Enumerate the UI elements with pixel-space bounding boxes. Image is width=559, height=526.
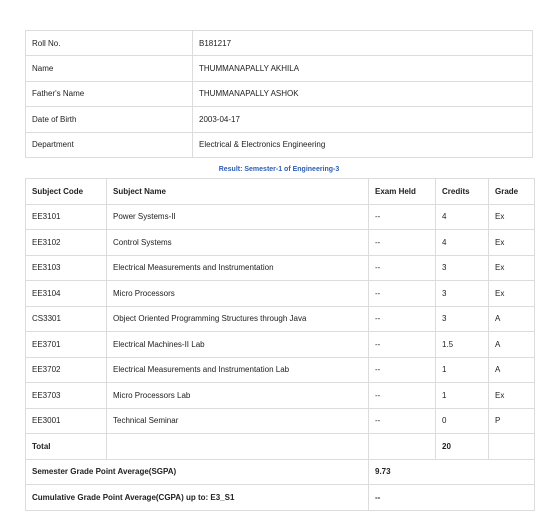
cell-exam-held: -- bbox=[369, 230, 436, 256]
cell-subject-code: EE3104 bbox=[26, 281, 107, 307]
cell-credits: 1 bbox=[436, 383, 489, 409]
cell-subject-name: Object Oriented Programming Structures through Java bbox=[107, 306, 369, 332]
table-row bbox=[26, 306, 535, 332]
info-label: Date of Birth bbox=[26, 107, 193, 132]
info-row bbox=[26, 56, 533, 81]
cell-subject-code: EE3101 bbox=[26, 204, 107, 230]
cgpa-row bbox=[26, 485, 535, 511]
header-exam-held: Exam Held bbox=[369, 179, 436, 205]
total-row bbox=[26, 434, 535, 460]
cell-credits: 0 bbox=[436, 408, 489, 434]
info-value: THUMMANAPALLY ASHOK bbox=[193, 81, 533, 106]
cell-exam-held: -- bbox=[369, 383, 436, 409]
grades-header-row bbox=[26, 179, 535, 205]
cell-subject-code: EE3701 bbox=[26, 332, 107, 358]
table-row bbox=[26, 357, 535, 383]
cell-grade: Ex bbox=[489, 255, 535, 281]
header-grade: Grade bbox=[489, 179, 535, 205]
cell-exam-held: -- bbox=[369, 332, 436, 358]
result-title: Result: Semester-1 of Engineering-3 bbox=[218, 166, 340, 173]
total-empty bbox=[369, 434, 436, 460]
info-label: Roll No. bbox=[26, 31, 193, 56]
info-value: B181217 bbox=[193, 31, 533, 56]
cell-subject-code: EE3703 bbox=[26, 383, 107, 409]
cell-grade: Ex bbox=[489, 230, 535, 256]
cell-credits: 1 bbox=[436, 357, 489, 383]
info-value: THUMMANAPALLY AKHILA bbox=[193, 56, 533, 81]
cell-subject-name: Control Systems bbox=[107, 230, 369, 256]
info-value: 2003-04-17 bbox=[193, 107, 533, 132]
cell-credits: 3 bbox=[436, 306, 489, 332]
cell-grade: A bbox=[489, 332, 535, 358]
cell-grade: Ex bbox=[489, 204, 535, 230]
cell-exam-held: -- bbox=[369, 281, 436, 307]
info-row bbox=[26, 107, 533, 132]
sgpa-row bbox=[26, 459, 535, 485]
cell-credits: 4 bbox=[436, 230, 489, 256]
info-row bbox=[26, 81, 533, 106]
table-row bbox=[26, 204, 535, 230]
sgpa-label: Semester Grade Point Average(SGPA) bbox=[26, 459, 369, 485]
cell-subject-code: EE3702 bbox=[26, 357, 107, 383]
table-row bbox=[26, 383, 535, 409]
info-label: Name bbox=[26, 56, 193, 81]
cell-credits: 4 bbox=[436, 204, 489, 230]
sgpa-value: 9.73 bbox=[369, 459, 535, 485]
table-row bbox=[26, 230, 535, 256]
cell-subject-code: EE3102 bbox=[26, 230, 107, 256]
info-row bbox=[26, 31, 533, 56]
info-label: Father's Name bbox=[26, 81, 193, 106]
total-empty bbox=[489, 434, 535, 460]
table-row bbox=[26, 332, 535, 358]
cell-subject-name: Power Systems-II bbox=[107, 204, 369, 230]
cell-subject-name: Micro Processors bbox=[107, 281, 369, 307]
cell-grade: Ex bbox=[489, 383, 535, 409]
header-subject-code: Subject Code bbox=[26, 179, 107, 205]
cell-subject-name: Micro Processors Lab bbox=[107, 383, 369, 409]
cell-subject-name: Technical Seminar bbox=[107, 408, 369, 434]
cell-credits: 1.5 bbox=[436, 332, 489, 358]
cell-exam-held: -- bbox=[369, 408, 436, 434]
header-credits: Credits bbox=[436, 179, 489, 205]
table-row bbox=[26, 255, 535, 281]
student-info-table bbox=[25, 30, 533, 158]
info-row bbox=[26, 132, 533, 157]
cell-subject-code: EE3001 bbox=[26, 408, 107, 434]
cell-credits: 3 bbox=[436, 281, 489, 307]
total-empty bbox=[107, 434, 369, 460]
total-label: Total bbox=[26, 434, 107, 460]
cell-subject-code: EE3103 bbox=[26, 255, 107, 281]
cell-subject-name: Electrical Measurements and Instrumentation bbox=[107, 255, 369, 281]
cell-exam-held: -- bbox=[369, 306, 436, 332]
info-value: Electrical & Electronics Engineering bbox=[193, 132, 533, 157]
cell-subject-name: Electrical Machines-II Lab bbox=[107, 332, 369, 358]
cell-exam-held: -- bbox=[369, 255, 436, 281]
cell-exam-held: -- bbox=[369, 357, 436, 383]
cell-exam-held: -- bbox=[369, 204, 436, 230]
header-subject-name: Subject Name bbox=[107, 179, 369, 205]
cell-grade: A bbox=[489, 357, 535, 383]
info-label: Department bbox=[26, 132, 193, 157]
table-row bbox=[26, 408, 535, 434]
table-row bbox=[26, 281, 535, 307]
cell-credits: 3 bbox=[436, 255, 489, 281]
cgpa-label: Cumulative Grade Point Average(CGPA) up to: E3_S1 bbox=[26, 485, 369, 511]
grades-table bbox=[25, 178, 535, 511]
cgpa-value: -- bbox=[369, 485, 535, 511]
total-credits: 20 bbox=[436, 434, 489, 460]
cell-subject-name: Electrical Measurements and Instrumentation Lab bbox=[107, 357, 369, 383]
cell-grade: Ex bbox=[489, 281, 535, 307]
cell-grade: P bbox=[489, 408, 535, 434]
cell-subject-code: CS3301 bbox=[26, 306, 107, 332]
cell-grade: A bbox=[489, 306, 535, 332]
